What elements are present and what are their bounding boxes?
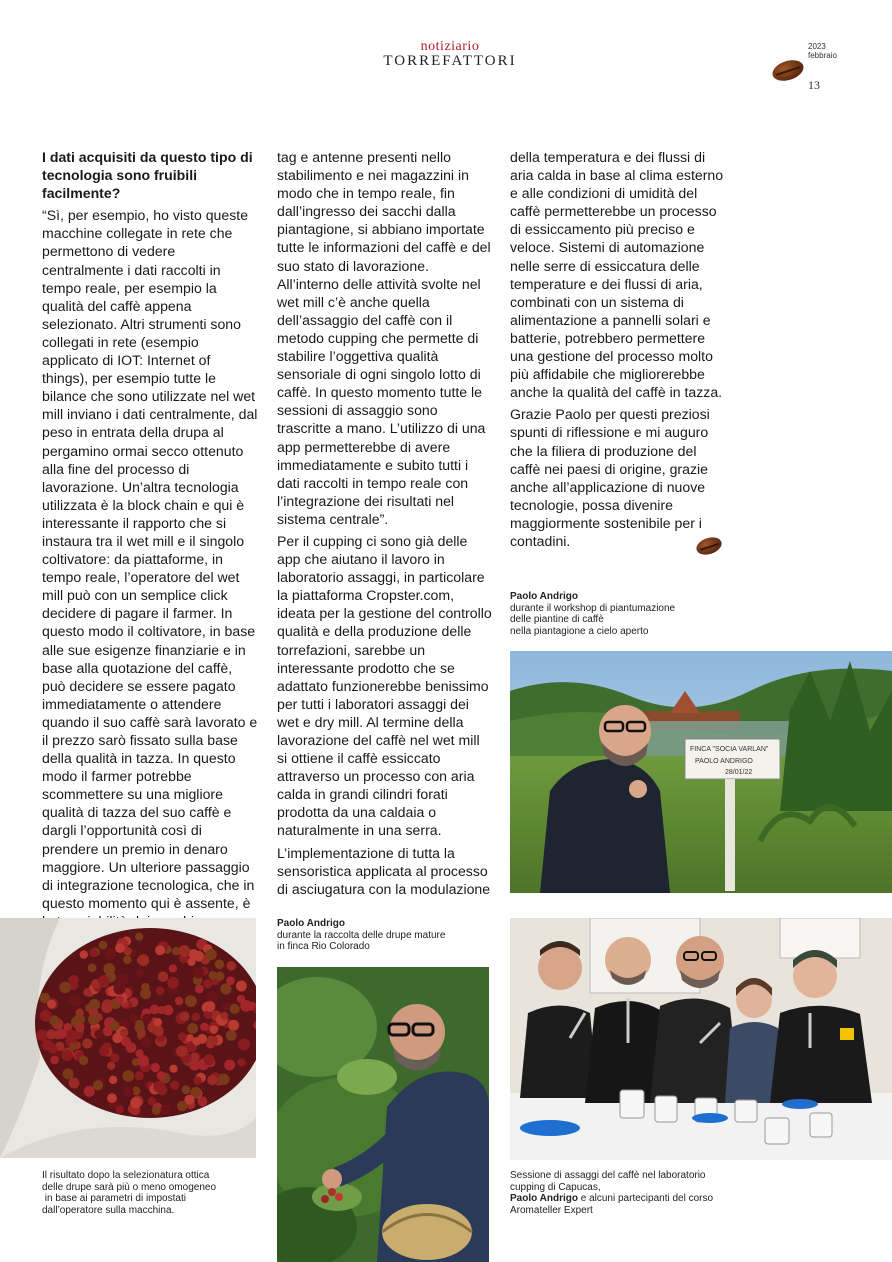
- plantation-scene-image: [510, 651, 892, 893]
- coffee-cherry: [154, 1018, 162, 1026]
- coffee-cherry: [70, 1042, 78, 1050]
- coffee-cherry: [178, 1032, 187, 1041]
- coffee-cherry: [157, 1071, 166, 1080]
- coffee-cherry: [68, 975, 78, 985]
- coffee-cherry: [98, 975, 109, 986]
- issue-year: 2023: [808, 42, 826, 51]
- article-column-2: [277, 148, 493, 902]
- coffee-cherry: [193, 1077, 201, 1085]
- coffee-cherry: [192, 1013, 200, 1021]
- coffee-cherry: [189, 1059, 200, 1070]
- coffee-cherry: [206, 949, 217, 960]
- coffee-cherry: [65, 1029, 76, 1040]
- coffee-cherry: [176, 1046, 187, 1057]
- caption-line: durante il workshop di piantumazione: [510, 602, 676, 614]
- caption-line: in base ai parametri di impostati: [42, 1193, 186, 1204]
- coffee-cherry: [187, 958, 195, 966]
- coffee-cherry: [228, 1020, 239, 1031]
- coffee-cherry: [99, 941, 108, 950]
- coffee-cherry: [115, 943, 125, 953]
- coffee-cherry: [179, 945, 191, 957]
- coffee-cherry: [195, 984, 204, 993]
- coffee-cherry: [36, 1030, 48, 1042]
- coffee-cherry: [138, 1055, 149, 1066]
- coffee-cherry: [230, 1004, 240, 1014]
- masthead-top: notiziario: [420, 39, 480, 54]
- coffee-cherry: [207, 1035, 216, 1044]
- coffee-cherry: [140, 1037, 151, 1048]
- coffee-cherry: [237, 995, 245, 1003]
- coffee-cherry: [88, 963, 97, 972]
- caption-workshop: [510, 591, 770, 637]
- coffee-cherry: [226, 977, 235, 986]
- coffee-cherry: [82, 1038, 92, 1048]
- coffee-cherry: [57, 1029, 67, 1039]
- coffee-cherry: [182, 1085, 191, 1094]
- interview-question: I dati acquisiti da questo tipo di tecnologia sono fruibili facilmente?: [42, 149, 253, 202]
- coffee-cherry: [152, 1106, 161, 1115]
- sign-text: FINCA "SOCIA VARLAN": [690, 746, 769, 753]
- coffee-cherry: [83, 988, 91, 996]
- paragraph: tag e antenne presenti nello stabilimento e nei magazzini in modo che in tempo reale, fin dall’ingresso dei sacchi dalla piantagione, si abbiano importate tutte le informazioni del caffè e del suo stato di lavorazione. All’interno delle attività svolte nel wet mill c’è anche quella dell’assaggio del caffè con il metodo cupping che permette di stabilire l’oggettiva qualità sensoriale di ogni singolo lotto di caffè. In questo momento tutte le sessioni di assaggio sono trascritte a mano. L’utilizzo di una app permetterebbe di avere immediatamente e subito tutti i dati raccolti in tempo reale con l’integrazione dei risultati nel sistema centrale”.: [277, 149, 491, 527]
- coffee-cherry: [209, 971, 218, 980]
- coffee-cherry: [218, 1074, 229, 1085]
- coffee-cherry: [226, 961, 236, 971]
- coffee-cherry: [220, 1012, 228, 1020]
- coffee-cherry: [116, 996, 124, 1004]
- coffee-cherry: [138, 954, 150, 966]
- coffee-cherry: [200, 1023, 208, 1031]
- caption-line: Sessione di assaggi del caffè nel laboratorio: [510, 1170, 706, 1181]
- coffee-cherry: [47, 1000, 56, 1009]
- coffee-cherry: [89, 999, 100, 1010]
- page-number: 13: [808, 78, 820, 92]
- coffee-cherry: [69, 1078, 80, 1089]
- photo-cupping-session: [510, 918, 892, 1160]
- coffee-cherry: [79, 1056, 88, 1065]
- coffee-cherry: [50, 1056, 59, 1065]
- caption-name: Paolo Andrigo: [510, 591, 578, 602]
- coffee-cherry: [153, 1025, 164, 1036]
- coffee-cherry: [62, 1050, 73, 1061]
- coffee-cherry: [238, 1038, 250, 1050]
- coffee-cherry: [175, 997, 183, 1005]
- coffee-bean-icon: [770, 57, 806, 85]
- coffee-cherry: [158, 971, 169, 982]
- coffee-cherry: [170, 1065, 178, 1073]
- coffee-cherry: [93, 1080, 103, 1090]
- coffee-cherry: [169, 964, 177, 972]
- coffee-cherry: [180, 1011, 190, 1021]
- caption-harvest: [277, 918, 497, 953]
- issue-month: febbraio: [808, 51, 837, 60]
- masthead-title: TORREFATTORI: [383, 53, 517, 69]
- coffee-cherry: [185, 995, 197, 1007]
- closing-paragraph: Grazie Paolo per questi preziosi spunti di riflessione e mi auguro che la filiera di produzione del caffè nei paesi di origine, grazie anche all’applicazione di nuove tecnologie, possa divenire maggiormente sostenibile per i contadini.: [510, 406, 710, 549]
- coffee-cherry: [102, 999, 113, 1010]
- coffee-cherry: [70, 996, 81, 1007]
- coffee-cherry: [157, 1006, 165, 1014]
- caption-line: Il risultato dopo la selezionatura ottica: [42, 1170, 210, 1181]
- coffee-cherry: [153, 1081, 165, 1093]
- photo-harvest: [277, 967, 489, 1262]
- caption-line: nella piantagione a cielo aperto: [510, 625, 649, 637]
- coffee-cherry: [204, 1054, 215, 1065]
- coffee-cherry: [130, 1097, 141, 1108]
- coffee-cherry: [116, 1105, 124, 1113]
- coffee-cherry: [140, 988, 151, 999]
- caption-line: delle drupe sarà più o meno omogeneo: [42, 1181, 217, 1193]
- coffee-cherry: [220, 983, 231, 994]
- coffee-cherry: [187, 1023, 198, 1034]
- photo-coffee-cherries-sack: [0, 918, 256, 1158]
- coffee-cherry: [136, 969, 144, 977]
- coffee-cherry: [207, 991, 218, 1002]
- coffee-cherry: [236, 981, 247, 992]
- coffee-cherry: [104, 948, 116, 960]
- article-column-3: [510, 148, 726, 554]
- coffee-cherries-image: [0, 918, 256, 1158]
- coffee-cherry: [40, 1010, 52, 1022]
- coffee-cherry: [80, 950, 88, 958]
- coffee-cherry: [205, 1001, 216, 1012]
- coffee-cherry: [75, 1022, 85, 1032]
- article-column-1: [42, 148, 258, 952]
- coffee-cherry: [203, 979, 212, 988]
- coffee-cherry: [209, 1025, 218, 1034]
- coffee-cherry: [151, 1063, 160, 1072]
- coffee-cherry: [224, 1060, 235, 1071]
- coffee-cherry: [89, 948, 98, 957]
- coffee-cherry: [226, 1030, 237, 1041]
- harvest-image: [277, 967, 489, 1262]
- coffee-cherry: [207, 1075, 217, 1085]
- cupping-session-image: [510, 918, 892, 1160]
- answer-paragraph: “Sì, per esempio, ho visto queste macchine collegate in rete che permettono di vedere centralmente i dati raccolti in tempo reale, per esempio la qualità del caffè appena selezionato. Altri strumenti sono collegati in rete (esempio applicato di IOT: Internet of things), per esempio tutte le bilance che sono utilizzate nel wet mill inviano i dati centralmente, dal peso in entrata della drupa al pergamino ormai secco ottenuto alla fine del processo di lavorazione. Un’altra tecnologia utilizzata è la block chain e qui è interessante il rapporto che si instaura tra il wet mill e il singolo coltivatore: da piattaforme, in tempo reale, l’operatore del wet mill può con un semplice click decidere di pagare il farmer. In questo modo il coltivatore, in base alle sue esigenze finanziarie e in base alla quotazione del caffè, può decidere se essere pagato immediatamente o attendere quando il suo caffè sarà lavorato e il prezzo sarò fissato sulla base della qualità in tazza. In questo modo il farmer potrebbe scommettere su una migliore qualità di tazza del suo caffè e dargli l’opportunità così di prendere un premio in denaro maggiore. Un ulteriore passaggio di integrazione tecnologica, che in questo momento qui è assente, è: [42, 207, 258, 911]
- coffee-cherry: [135, 1020, 144, 1029]
- coffee-cherry: [88, 1014, 100, 1026]
- coffee-cherry: [113, 983, 125, 995]
- caption-name: Paolo Andrigo: [510, 1193, 578, 1204]
- coffee-cherry: [215, 960, 225, 970]
- caption-line: delle piantine di caffè: [510, 614, 604, 625]
- coffee-cherry: [177, 1101, 187, 1111]
- coffee-cherry: [123, 956, 131, 964]
- caption-cupping: [510, 1170, 780, 1216]
- caption-line: dall’operatore sulla macchina.: [42, 1204, 175, 1216]
- coffee-cherry: [142, 1014, 152, 1024]
- coffee-cherry: [193, 967, 204, 978]
- coffee-cherry: [110, 1021, 120, 1031]
- paragraph: Per il cupping ci sono già delle app che aiutano il lavoro in laboratorio assaggi, in particolare la piattaforma Cropster.com, ideata per la gestione del controllo qualità e della produzione delle torrefazioni, sarebbe un interessante prodotto che se adattato funzionerebbe benissimo per tutti i laboratori assaggi dei wet e dry mill. Al termine della lavorazione del caffè nel wet mill si ottiene il caffè essiccato attraverso un processo con aria calda in grandi cilindri forati prodotta da una caldaia o naturalmente in una serra.: [277, 532, 492, 839]
- coffee-cherry: [161, 1105, 170, 1114]
- coffee-cherry: [63, 1068, 74, 1079]
- sign-text: 28/01/22: [725, 769, 753, 776]
- coffee-cherry: [237, 1058, 245, 1066]
- coffee-cherry: [110, 1053, 119, 1062]
- coffee-cherry: [156, 987, 165, 996]
- coffee-cherry: [42, 1039, 53, 1050]
- coffee-cherry: [84, 1086, 95, 1097]
- coffee-cherry: [124, 1087, 134, 1097]
- caption-line: cupping di Capucas,: [510, 1181, 601, 1193]
- coffee-cherry: [167, 977, 179, 989]
- coffee-cherry: [170, 1081, 179, 1090]
- caption-line: [510, 1193, 780, 1205]
- coffee-cherry: [59, 982, 71, 994]
- caption-line: Aromateller Expert: [510, 1204, 593, 1216]
- caption-line: durante la raccolta delle drupe mature: [277, 929, 446, 941]
- coffee-cherry: [107, 1062, 115, 1070]
- coffee-cherry: [192, 1037, 201, 1046]
- caption-name: Paolo Andrigo: [277, 918, 345, 929]
- coffee-cherry: [123, 1070, 135, 1082]
- coffee-cherry: [148, 1097, 156, 1105]
- coffee-cherry: [135, 1071, 144, 1080]
- photo-plantation-workshop: [510, 651, 892, 893]
- caption-text: e alcuni partecipanti del corso: [577, 1193, 714, 1204]
- coffee-cherry: [109, 1076, 117, 1084]
- coffee-cherry: [95, 1030, 104, 1039]
- coffee-cherry: [125, 1042, 136, 1053]
- coffee-cherry: [120, 1029, 128, 1037]
- sign-text: PAOLO ANDRIGO: [695, 758, 753, 765]
- coffee-cherry: [155, 945, 165, 955]
- coffee-cherry: [99, 1046, 109, 1056]
- caption-optical-sorting: [42, 1170, 262, 1216]
- paragraph: della temperatura e dei flussi di aria calda in base al clima esterno e alle condizioni di umidità del caffè permetterebbe un processo di essiccamento più preciso e veloce. Sistemi di automazione nelle serre di essiccatura delle temperature e dei flussi di aria, combinati con un sistema di alimentazione a pannelli solari e batterie, potrebbero permettere una gestione del processo molto più affidabile che migliorerebbe anche la qualità del caffè in tazza.: [510, 149, 724, 401]
- coffee-cherry: [135, 933, 143, 941]
- paragraph: L’implementazione di tutta la sensoristica applicata al processo di asciugatura con la modulazione: [277, 844, 491, 897]
- caption-line: in finca Rio Colorado: [277, 941, 370, 952]
- coffee-cherry: [107, 1093, 117, 1103]
- coffee-cherry: [46, 1029, 56, 1039]
